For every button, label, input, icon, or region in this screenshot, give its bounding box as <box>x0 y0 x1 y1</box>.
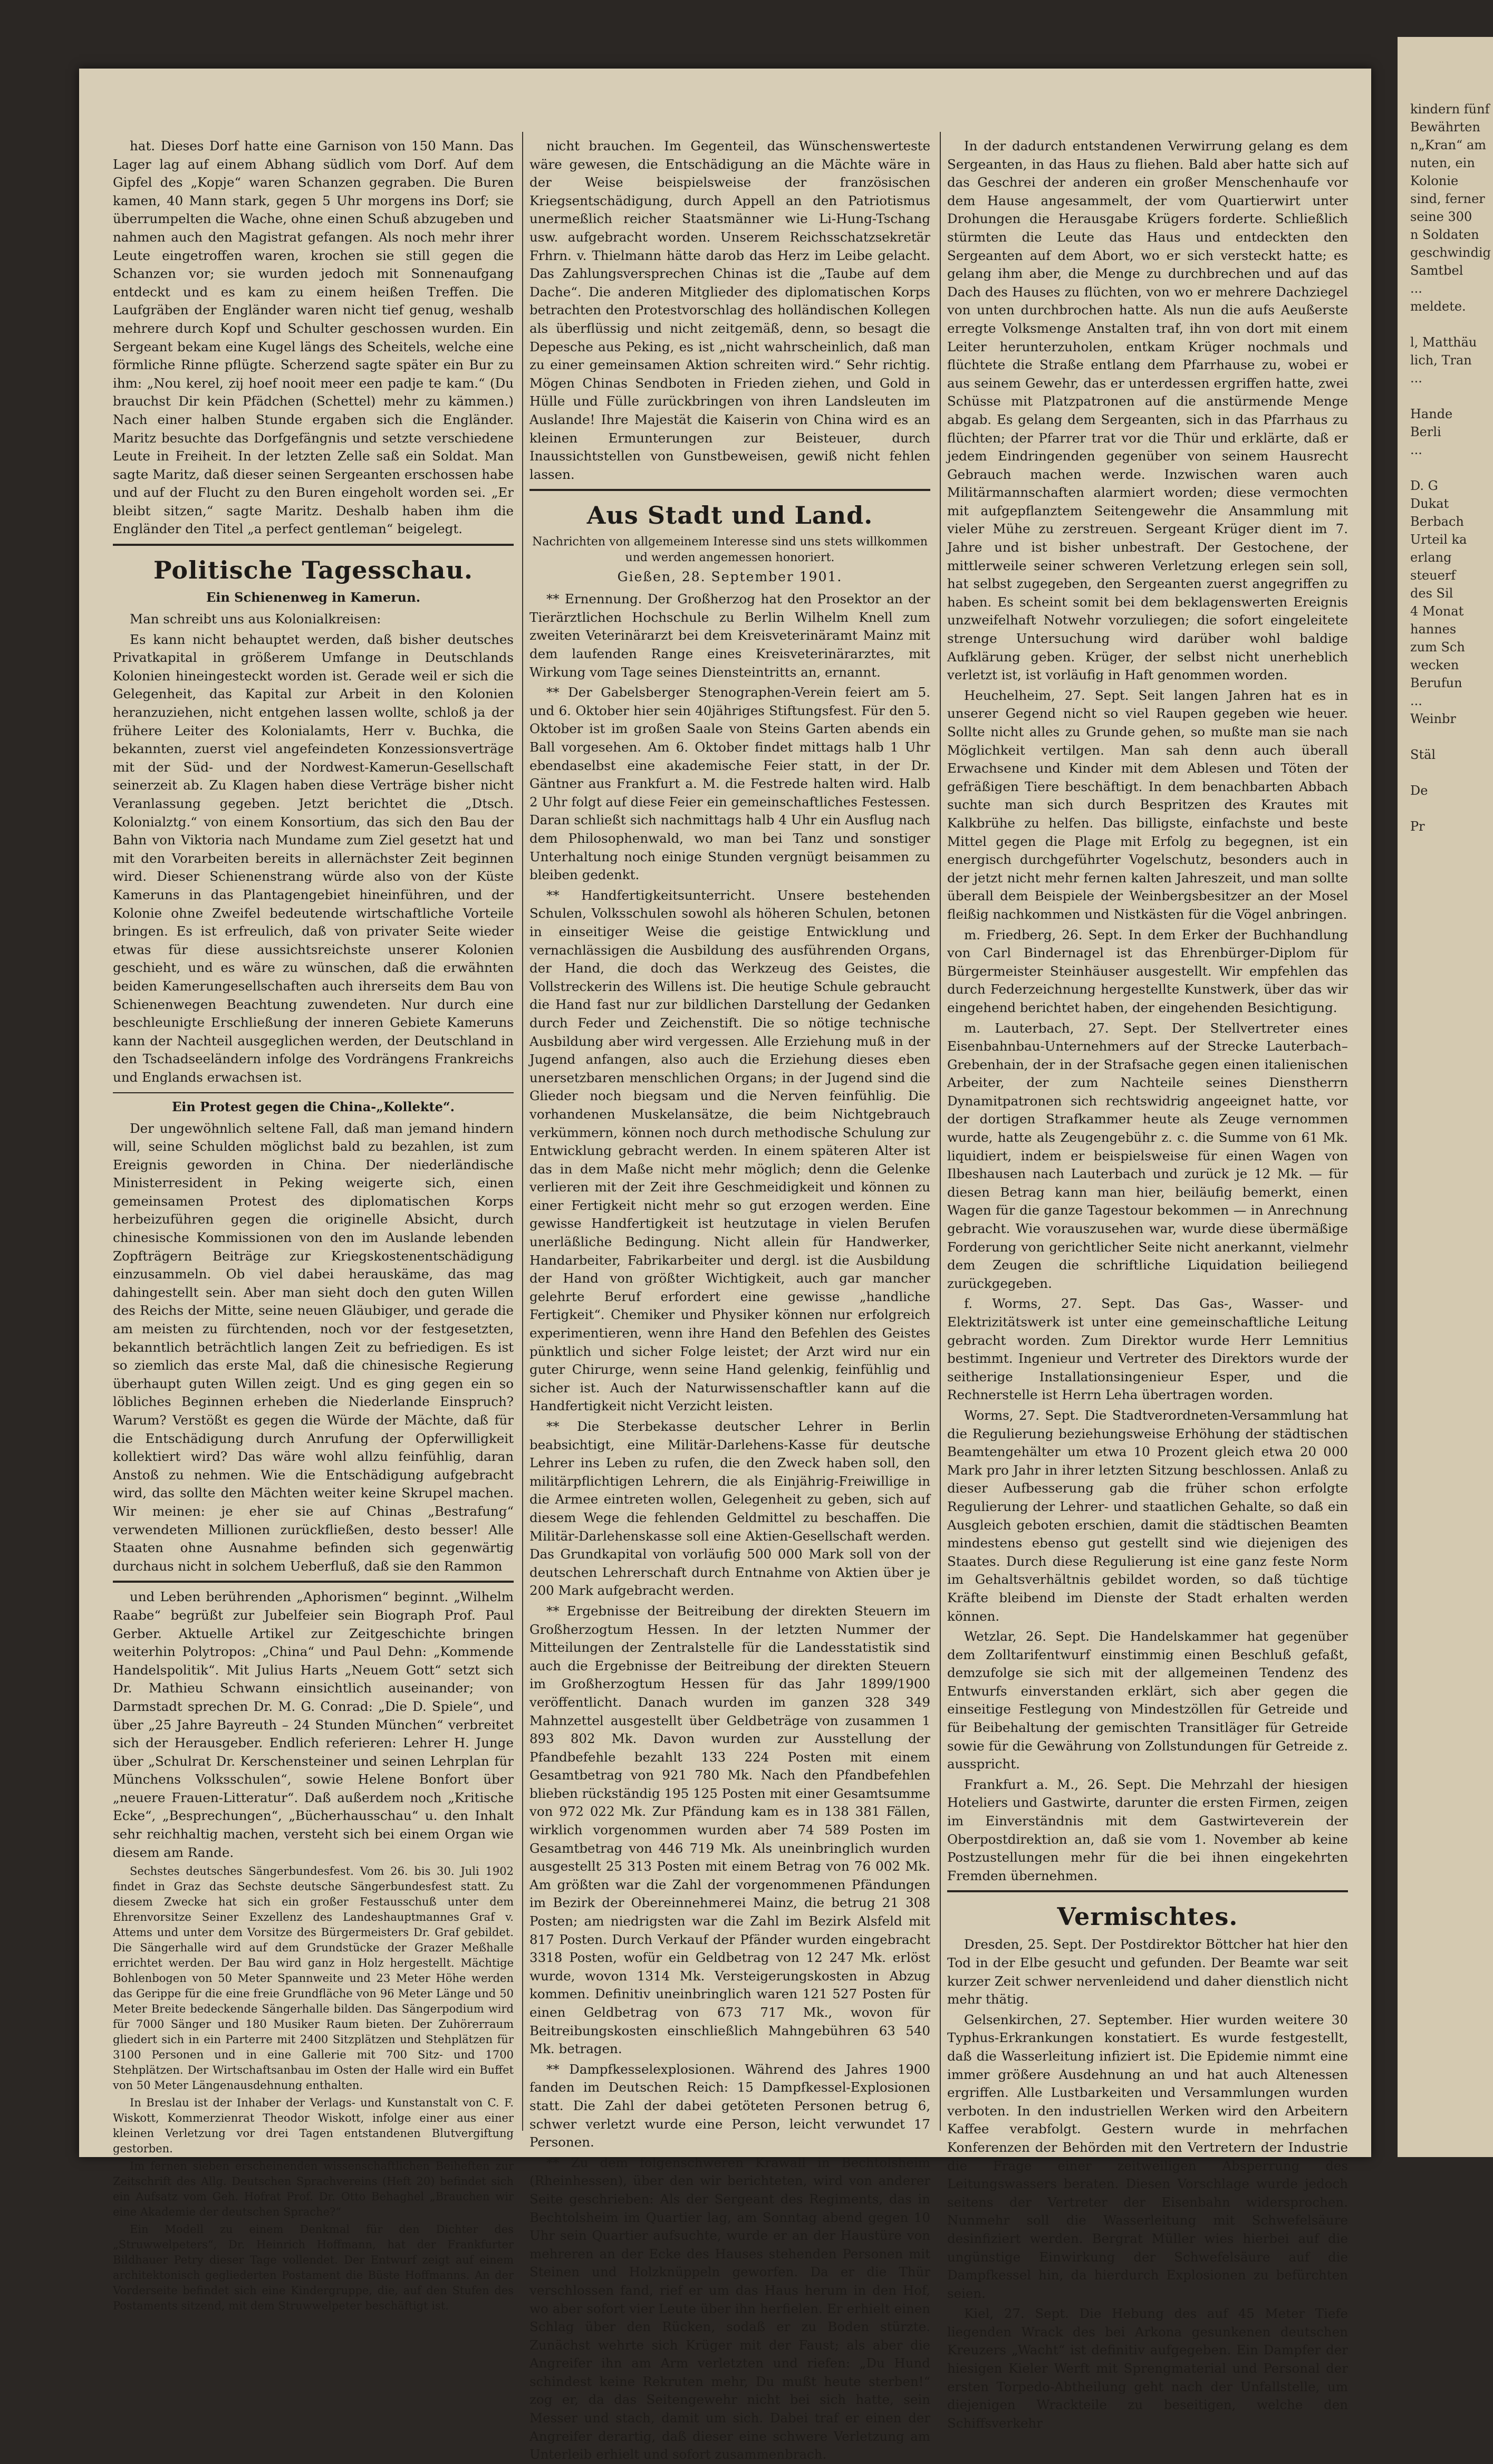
article-paragraph: ** Der Gabelsberger Stenographen-Verein feiert am 5. und 6. Oktober hier sein 40jähriges Stiftungsfest. Für den 5. Oktober ist im großen Saale von Steins Garten abends ein Ball vorgesehen. Am 6. Oktober findet mittags halb 1 Uhr ebendaselbst eine akademische Feier statt, in der Dr. Gäntner aus Frankfurt a. M. die Festrede halten wird. Halb 2 Uhr folgt auf diese Feier ein gemeinschaftliches Festessen. Daran schließt sich nachmittags halb 4 Uhr ein Ausflug nach dem Philosophenwald, wo man bei Tanz und sonstiger Unterhaltung noch einige Stunden vergnügt beisammen zu bleiben gedenkt. <box>529 685 930 883</box>
article-paragraph: Heuchelheim, 27. Sept. Seit langen Jahren hat es in unserer Gegend nicht so viel Raupen gegeben wie heuer. Sollte nicht alles zu Grunde gehen, so mußte man sie nach Möglichkeit vertilgen. Man sah denn auch überall Erwachsene und Kinder mit dem Ablesen und Töten der gefräßigen Tiere beschäftigt. In dem benachbarten Abbach suchte man sich durch Bespritzen des Krautes mit Kalkbrühe zu helfen. Das billigste, einfachste und beste Mittel gegen die Plage mit Erfolg zu begegnen, ist ein energisch durchgeführter Vogelschutz, besonders auch in der jetzt nicht mehr fernen kalten Jahreszeit, und man sollte überall dem Beispiele der Weinbergsbesitzer an der Mosel fleißig nachkommen und Nistkästen für die Vögel anbringen. <box>947 687 1348 922</box>
column-1 <box>113 137 514 2313</box>
article-paragraph: hat. Dieses Dorf hatte eine Garnison von 150 Mann. Das Lager lag auf einem Abhang südlich vom Dorf. Auf dem Gipfel des „Kopje“ waren Schanzen gegraben. Die Buren kamen, 40 Mann stark, gegen 5 Uhr morgens ins Dorf; sie überrumpelten die Wache, ohne einen Schuß abzugeben und nahmen auch den Magistrat gefangen. Als noch mehr ihrer Leute eingetroffen waren, krochen sie still gegen die Schanzen vor; sie wurden jedoch mit Sonnenaufgang entdeckt und es kam zu einem heißen Treffen. Die Laufgräben der Engländer waren nicht tief genug, weshalb mehrere durch Kopf und Schulter geschossen wurden. Ein Sergeant bekam eine Kugel längs des Scheitels, welche eine förmliche Rinne pflügte. Scherzend sagte später ein Bur zu ihm: „Nou kerel, zij hoef nooit meer een padje te kam.“ (Du brauchst Dir kein Pfädchen (Schettel) mehr zu kämmen.) Nach einer halben Stunde ergaben sich die Engländer. Maritz besuchte das Dorfgefängnis und setzte verschiedene Leute in Freiheit. In der letzten Zelle saß ein Soldat. Man sagte Maritz, daß dieser seinen Sergeanten erschossen habe und auf der Flucht zu den Buren eingeholt worden sei. „Er bleibt sitzen,“ sagte Maritz. Deshalb haben ihm die Engländer den Titel „a perfect gentleman“ beigelegt. <box>113 138 514 537</box>
article-subheading: Ein Protest gegen die China-„Kollekte“. <box>171 1099 455 1114</box>
column-rule <box>940 132 941 2131</box>
article-paragraph: ** Ernennung. Der Großherzog hat den Prosektor an der Tierärztlichen Hochschule zu Berlin Wilhelm Knell zum zweiten Veterinärarzt bei dem Kreisveterinäramt Mainz mit dem laufenden Range eines Kreisveterinärarztes, mit Wirkung vom Tage seines Diensteintritts an, ernannt. <box>529 591 930 680</box>
article-paragraph: ** Ergebnisse der Beitreibung der direkten Steuern im Großherzogtum Hessen. In der letzten Nummer der Mitteilungen der Zentralstelle für die Landesstatistik sind auch die Ergebnisse der Beitreibung der direkten Steuern im Großherzogtum Hessen für das Jahr 1899/1900 veröffentlicht. Danach wurden im ganzen 328 349 Mahnzettel ausgestellt über Geldbeträge von zusammen 1 893 802 Mk. Davon wurden zur Ausstellung der Pfandbefehle bezahlt 133 224 Posten mit einem Gesamtbetrag von 921 780 Mk. Nach den Pfandbefehlen blieben rückständig 195 125 Posten mit einer Gesamtsumme von 972 022 Mk. Zur Pfändung kam es in 138 381 Fällen, wirklich vorgenommen wurden aber 74 589 Posten im Gesamtbetrag von 446 719 Mk. Als uneinbringlich wurden ausgestellt 25 313 Posten mit einem Betrag von 76 002 Mk. Am größten war die Zahl der vorgenommenen Pfändungen im Bezirk der Obereinnehmerei Mainz, die betrug 21 308 Posten; am niedrigsten war die Zahl im Bezirk Alsfeld mit 817 Posten. Durch Verkauf der Pfänder wurden eingebracht 3318 Posten, wofür ein Geldbetrag von 12 247 Mk. erlöst wurde, wovon 1314 Mk. Versteigerungskosten in Abzug kommen. Definitiv uneinbringlich waren 121 527 Posten für einen Geldbetrag von 673 717 Mk., wovon für Beitreibungskosten einschließlich Mahngebühren 63 540 Mk. betragen. <box>529 1603 930 2057</box>
article-paragraph: ** Zu dem folgenschweren Krawall in Bechtolsheim (Rheinhessen), über den wir berichteten, wird von anderer Seite geschrieben: Als der Sergeant des Regiments, das in Bechtolsheim im Quartier lag, am Sonntag abend gegen 10 Uhr sein Quartier aufsuchte, wurde er an der Haustüre von mehreren an der Ecke des Hauses stehenden Personen mit Steinen und Holzknüppeln geworfen. Da er die Thür verschlossen fand, rief er um das Haus herum in den Hof, wo aber sofort vier Leute über ihn herfielen. Er erhielt einen Schlag über den Rücken, sodaß er zu Boden stürzte. Zunächst wehrte sich Krüger mit der Faust; als aber die Angreifer ihn am Arm verletzten und riefen: „Du Hund schindest keine Rekruten mehr, Du mußt heute sterben!“ zog er, da das Seitengewehr nicht bei sich hatte, sein Messer und stach, damit um sich. Dabei traf er einen der Angreifer derartig, daß dieser eine schwere Verletzung am Unterleib erhielt und sofort zusammenbrach. <box>529 2154 930 2462</box>
article-paragraph: Frankfurt a. M., 26. Sept. Die Mehrzahl der hiesigen Hoteliers und Gastwirte, darunter die ersten Firmen, zeigen im Einverständnis mit dem Gastwirteverein der Oberpostdirektion an, daß sie vom 1. November ab keine Postzustellungen mehr für die bei ihnen eingekehrten Fremden übernehmen. <box>947 1776 1348 1883</box>
article-subheading: Ein Schienenweg in Kamerun. <box>206 590 421 605</box>
divider <box>113 1581 514 1583</box>
article-paragraph: Ein Modell zu einem Denkmal für den Dichter des „Struwwelpeters“, Dr. Heinrich Hoffmann, hat der Frankfurter Bildhauer Petry dieser Tage vollendet. Der Entwurf zeigt auf einem architektonisch gegliederten Postament die Büste Hoffmanns. An der Vorderseite befindet sich eine Kindergruppe, die, auf den Stufen des Postaments sitzend, mit dem Struwwelpeter beschäftigt ist. <box>113 2223 514 2313</box>
divider <box>529 489 930 491</box>
article-paragraph: Sechstes deutsches Sängerbundesfest. Vom 26. bis 30. Juli 1902 findet in Graz das Sechste deutsche Sängerbundesfest statt. Zu diesem Zwecke hat sich ein großer Festausschuß unter dem Ehrenvorsitze Seiner Exzellenz des Landeshauptmannes Graf v. Attems und unter dem Vorsitze des Bürgermeisters Dr. Graf gebildet. Die Sängerhalle wird auf dem Grundstücke der Grazer Meßhalle errichtet werden. Der Bau wird ganz in Holz hergestellt. Mächtige Bohlenbogen von 50 Meter Spannweite und 23 Meter Höhe werden das Gerippe für die eine freie Grundfläche von 96 Meter Länge und 50 Meter Breite bedeckende Sängerhalle bilden. Das Sängerpodium wird für 7000 Sänger und 180 Musiker Raum bieten. Der Zuhörerraum gliedert sich in ein Parterre mit 2400 Sitzplätzen und Stehplätzen für 3100 Personen und in eine Gallerie mit 700 Sitz- und 1700 Stehplätzen. Der Wirtschaftsanbau im Osten der Halle wird ein Buffet von 50 Meter Längenausdehnung enthalten. <box>113 1865 514 2092</box>
article-paragraph: Man schreibt uns aus Kolonialkreisen: <box>130 611 381 627</box>
article-paragraph: f. Worms, 27. Sept. Das Gas-, Wasser- und Elektrizitätswerk ist unter eine gemeinschaftliche Leitung gebracht worden. Zum Direktor wurde Herr Lemnitius bestimmt. Ingenieur und Vertreter des Direktors wurde der seitherige Installationsingenieur Esper, und die Rechnerstelle ist Herrn Leha übertragen worden. <box>947 1296 1348 1403</box>
article-paragraph: Der ungewöhnlich seltene Fall, daß man jemand hindern will, seine Schulden möglichst bald zu bezahlen, ist zum Ereignis geworden in China. Der niederländische Ministerresident in Peking weigerte sich, einen gemeinsamen Protest des diplomatischen Korps herbeizuführen gegen die originelle Absicht, durch chinesische Kommissionen von den im Auslande lebenden Zopfträgern Beiträge zur Kriegskostenentschädigung einzusammeln. Ob viel dabei herauskäme, das mag dahingestellt sein. Aber man sieht doch den guten Willen des Reichs der Mitte, seine neuen Gläubiger, und gerade die am meisten zu fürchtenden, noch vor der festgesetzten, bekanntlich beträchtlich langen Zeit zu befriedigen. Es ist so ziemlich das erste Mal, daß die chinesische Regierung überhaupt guten Willen zeigt. Und es ging gegen ein so löbliches Beginnen erheben die Niederlande Einspruch? Warum? Verstößt es gegen die Würde der Mächte, daß für die Entschädigung durch Anrufung der Opferwilligkeit kollektiert wird? Das wäre wohl allzu feinfühlig, daran Anstoß zu nehmen. Wie die Entschädigung aufgebracht wird, das sollte den Mächten weiter keine Skrupel machen. Wir meinen: je eher sie auf Chinas „Bestrafung“ verwendeten Millionen zurückfließen, desto besser! Alle Staaten ohne Ausnahme befinden sich gegenwärtig durchaus nicht in solchem Ueberfluß, daß sie den Rammon <box>113 1120 514 1574</box>
article-paragraph: In der dadurch entstandenen Verwirrung gelang es dem Sergeanten, in das Haus zu fliehen. Bald aber hatte sich auf das Geschrei der anderen ein großer Menschenhaufe vor dem Hause angesammelt, der vom Quartierwirt unter Drohungen die Herausgabe Krügers forderte. Schließlich stürmten die Leute das Haus und entdeckten den Sergeanten auf dem Abort, wo er sich versteckt hatte; es gelang ihm aber, die Menge zu durchbrechen und auf das Dach des Hauses zu flüchten, von wo er mehrere Dachziegel von unten durchbrochen hatte. Als nun die aufs Aeußerste erregte Volksmenge Anstalten traf, ihn von dort mit einem Leiter herunterzuholen, entkam Krüger nochmals und flüchtete die Straße entlang dem Pfarrhause zu, wobei er aus seinem Gewehr, das er unterdessen ergriffen hatte, zwei Schüsse mit Platzpatronen auf die anstürmende Menge abgab. Es gelang dem Sergeanten, sich in das Pfarrhaus zu flüchten; der Pfarrer trat vor die Thür und erklärte, daß er jedem Eindringenden gegenüber von seinem Hausrecht Gebrauch machen werde. Inzwischen waren auch Militärmannschaften alarmiert worden; diese vermochten mit aufgepflanztem Seitengewehr die Ansammlung mit vieler Mühe zu zerstreuen. Sergeant Krüger dient im 7. Jahre und ist bisher unbestraft. Der Gestochene, der mittlerweile seiner schweren Verletzung erlegen sein soll, hat selbst zugegeben, den Sergeanten zuerst angegriffen zu haben. Es scheint somit bei dem beklagenswerten Ereignis unzweifelhaft Notwehr vorzuliegen; die sofort eingeleitete strenge Untersuchung wird darüber wohl baldige Aufklärung geben. Krüger, der selbst nicht unerheblich verletzt ist, ist vorläufig in Haft genommen worden. <box>947 138 1348 683</box>
column-2 <box>529 137 930 2462</box>
article-paragraph: Kiel, 27. Sept. Die Hebung des auf 45 Meter Tiefe liegenden Wrack des bei Arkona gesunkenen deutschen Kreuzers „Wacht“ ist definitiv aufgegeben. Ein Dampfer der hiesigen Kieler Werft mit Sprengmaterial und Personal der ersten Torpedo-Abtheilung geht nach der Unfallstelle, um diejenigen Wrackteile zu beseitigen, welche den Schiffsverkehr <box>947 2306 1348 2431</box>
article-paragraph: und Leben berührenden „Aphorismen“ beginnt. „Wilhelm Raabe“ begrüßt zur Jubelfeier sein Biograph Prof. Paul Gerber. Aktuelle Artikel zur Zeitgeschichte bringen weiterhin Polytropos: „China“ und Paul Dehn: „Kommende Handelspolitik“. Mit Julius Harts „Neuem Gott“ setzt sich Dr. Mathieu Schwann einsichtlich auseinander; von Darmstadt sprechen Dr. M. G. Conrad: „Die D. Spiele“, und über „25 Jahre Bayreuth – 24 Stunden München“ verbreitet sich der Herausgeber. Endlich referieren: Lehrer H. Junge über „Schulrat Dr. Kerschensteiner und seinen Lehrplan für Münchens Volksschulen“, sowie Helene Bonfort über „neuere Frauen-Litteratur“. Daß außerdem noch „Kritische Ecke“, „Besprechungen“, „Bücherhausschau“ u. den Inhalt sehr reichhaltig machen, versteht sich bei einem Organ wie diesem am Rande. <box>113 1589 514 1860</box>
article-paragraph: m. Friedberg, 26. Sept. In dem Erker der Buchhandlung von Carl Bindernagel ist das Ehrenbürger-Diplom für Bürgermeister Steinhäuser ausgestellt. Wir empfehlen das durch Federzeichnung hergestellte Kunstwerk, über das wir eingehend berichtet haben, der eingehenden Besichtigung. <box>947 927 1348 1015</box>
article-paragraph: Im fernen sieben erscheinenden wissenschaftlichen Beiheften zur Zeitschrift des Allg. Deutschen Sprachvereins (Heft 20) befindet sich ein Aufsatz vom Geh. Hofrat Prof. Dr. Otto Behaghel „Brauchen wir eine Akademie der deutschen Sprache?“ <box>113 2160 514 2219</box>
article-paragraph: ** Die Sterbekasse deutscher Lehrer in Berlin beabsichtigt, eine Militär-Darlehens-Kasse für deutsche Lehrer ins Leben zu rufen, die den Zweck haben soll, den militärpflichtigen Lehrern, die als Einjährig-Freiwillige in die Armee eintreten wollen, Gelegenheit zu geben, sich auf diesem Wege die fehlenden Geldmittel zu beschaffen. Die Militär-Darlehenskasse soll eine Aktien-Gesellschaft werden. Das Grundkapital von vorläufig 500 000 Mark soll von der deutschen Lehrerschaft durch Entnahme von Aktien über je 200 Mark aufgebracht werden. <box>529 1419 930 1599</box>
article-paragraph: Gelsenkirchen, 27. September. Hier wurden weitere 30 Typhus-Erkrankungen konstatiert. Es wurde festgestellt, daß die Wasserleitung infiziert ist. Die Epidemie nimmt eine immer größere Ausdehnung an und hat auch Altenessen ergriffen. Alle Lustbarkeiten und Versammlungen wurden verboten. In den industriellen Werken wird den Arbeitern Kaffee verabfolgt. Gestern wurde in mehrfachen Konferenzen der Behörden mit den Vertretern der Industrie die Frage einer zeitweiligen Absperrung des Leitungswassers beraten. Diesen Vorschlage wurde jedoch seitens der Vertreter der Eisenbahn widersprochen. Nunmehr soll die Wasserleitung mit Schwefelsäure desinfiziert werden. Bergrat Müller wies hierbei auf die ungünstige Einwirkung der Schwefelsäure auf die Dampfkessel hin, da hierdurch Explosionen zu befürchten seien. <box>947 2011 1348 2301</box>
column-3 <box>947 137 1348 2431</box>
article-paragraph: In Breslau ist der Inhaber der Verlags- und Kunstanstalt von C. F. Wiskott, Kommerzienrat Theodor Wiskott, infolge einer aus einer kleinen Verletzung vor drei Tagen entstandenen Blutvergiftung gestorben. <box>113 2096 514 2155</box>
article-paragraph: Es kann nicht behauptet werden, daß bisher deutsches Privatkapital in größerem Umfange in Deutschlands Kolonien hineingesteckt worden ist. Gerade weil er sich die Gelegenheit, das Kapital zur Arbeit in den Kolonien heranzuziehen, nicht entgehen lassen wollte, schloß ja der frühere Leiter des Kolonialamts, Herr v. Buchka, die bekannten, zuerst viel angefeindeten Konzessionsverträge mit der Süd- und der Nordwest-Kamerun-Gesellschaft seinerzeit ab. Zu Klagen haben diese Verträge bisher nicht Veranlassung gegeben. Jetzt berichtet die „Dtsch. Kolonialztg.“ von einem Konsortium, das sich den Bau der Bahn von Viktoria nach Mundame zum Ziel gesetzt hat und mit den Vorarbeiten bereits in allernächster Zeit beginnen wird. Dieser Schienenstrang würde also von der Küste Kameruns in das Plantagengebiet hineinführen, und der Kolonie ohne Zweifel bedeutende wirtschaftliche Vorteile bringen. Es ist erfreulich, daß von privater Seite wieder etwas für diese aussichtsreichste unserer Kolonien geschieht, und es wäre zu wünschen, daß die erwähnten beiden Kamerungesellschaften auch ihrerseits dem Bau von Schienenwegen Beachtung zuwendeten. Nur durch eine beschleunigte Erschließung der inneren Gebiete Kameruns kann der Nachteil ausgeglichen werden, der Deutschland in den Tschadseeländern infolge des Vordrängens Frankreichs und Englands erwachsen ist. <box>113 631 514 1085</box>
divider <box>947 1890 1348 1892</box>
column-rule <box>522 132 523 2131</box>
section-heading-politische-tagesschau: Politische Tagesschau. <box>153 556 473 585</box>
article-paragraph: nicht brauchen. Im Gegenteil, das Wünschenswerteste wäre gewesen, die Entschädigung an die Mächte wäre in der Weise beispielsweise der französischen Kriegsentschädigung, durch Appell an den Patriotismus unermeßlich reicher Staatsmänner wie Li-Hung-Tschang usw. aufgebracht worden. Unserem Reichsschatzsekretär Frhrn. v. Thielmann hätte darob das Herz im Leibe gelacht. Das Zahlungsversprechen Chinas ist die „Taube auf dem Dache“. Die anderen Mitglieder des diplomatischen Korps betrachten den Protestvorschlag des holländischen Kollegen als überflüssig und nicht zeitgemäß, denn, so besagt die Depesche aus Peking, es ist „nicht wahrscheinlich, daß man zu einer gemeinsamen Aktion schreiten wird.“ Sehr richtig. Mögen Chinas Sendboten in Frieden ziehen, und Gold in Hülle und Fülle zurückbringen von ihren Landsleuten im Auslande! Ihre Majestät die Kaiserin von China wird es an kleinen Ermunterungen zur Beisteuer, durch Inaussichtstellen von Gunstbeweisen, gewiß nicht fehlen lassen. <box>529 138 930 482</box>
article-paragraph: Wetzlar, 26. Sept. Die Handelskammer hat gegenüber dem Zolltarifentwurf einstimmig einen Beschluß gefaßt, demzufolge sie sich mit der allgemeinen Tendenz des Entwurfs einverstanden erklärt, sich aber gegen die einseitige Festlegung von Mindestzöllen für Getreide und für Beibehaltung der gemischten Transitläger für Getreide sowie für die Gewährung von Zollstundungen für Getreide z. ausspricht. <box>947 1629 1348 1772</box>
editorial-notice: Nachrichten von allgemeinem Interesse sind uns stets willkommen und werden angemessen honoriert. <box>532 535 928 565</box>
article-paragraph: ** Handfertigkeitsunterricht. Unsere bestehenden Schulen, Volksschulen sowohl als höheren Schulen, betonen in einseitiger Weise die geistige Entwicklung und vernachlässigen die Ausbildung des ausführenden Organs, der Hand, die doch das Werkzeug des Geistes, die Vollstreckerin des Willens ist. Die heutige Schule gebraucht die Hand fast nur zur bildlichen Darstellung der Gedanken durch Feder und Zeichenstift. Die so nötige technische Ausbildung aber wird vergessen. Alle Erziehung muß in der Jugend anfangen, also auch die Erziehung dieses eben unersetzbaren menschlichen Organs; in der Jugend sind die Glieder noch biegsam und die Nerven feinfühlig. Die vorhandenen Muskelansätze, die beim Nichtgebrauch verkümmern, können noch durch methodische Schulung zur Entwicklung gebracht werden. In einem späteren Alter ist das in dem Maße nicht mehr möglich; denn die Gelenke verlieren mit der Zeit ihre Geschmeidigkeit und können zu einer Fertigkeit nicht mehr so gut erzogen werden. Eine gewisse Handfertigkeit ist heutzutage in vielen Berufen unerläßliche Bedingung. Nicht allein für Handwerker, Handarbeiter, Fabrikarbeiter und dergl. ist die Ausbildung der Hand von größter Wichtigkeit, auch gar mancher gelehrte Beruf erfordert eine gewisse „handliche Fertigkeit“. Chemiker und Physiker können nur erfolgreich experimentieren, wenn ihre Hand den Befehlen des Geistes pünktlich und sicher Folge leistet; der Arzt wird nur ein guter Chirurge, wenn seine Hand gelenkig, feinfühlig und sicher ist. Auch der Naturwissenschaftler kann auf die Handfertigkeit nicht Verzicht leisten. <box>529 887 930 1414</box>
article-paragraph: m. Lauterbach, 27. Sept. Der Stellvertreter eines Eisenbahnbau-Unternehmers auf der Strecke Lauterbach–Grebenhain, der in der Strafsache gegen einen italienischen Arbeiter, der zum Nachteile seines Dienstherrn Dynamitpatronen sich rechtswidrig angeeignet hatte, vor der dortigen Strafkammer heute als Zeuge vernommen wurde, hatte als Zeugengebühr z. c. die Summe von 61 Mk. liquidiert, indem er beispielsweise für einen Wagen von Ilbeshausen nach Lauterbach und zurück je 12 Mk. — für diesen Betrag kann man hier, beiläufig bemerkt, einen Wagen für die ganze Tagestour bekommen — in Anrechnung gebracht. Wie vorauszusehen war, wurde diese übermäßige Forderung von gerichtlicher Seite nicht anerkannt, vielmehr dem Zeugen die schriftliche Liquidation beiliegend zurückgegeben. <box>947 1020 1348 1291</box>
section-heading-vermischtes: Vermischtes. <box>1057 1902 1238 1931</box>
dateline: Gießen, 28. September 1901. <box>617 569 843 585</box>
adjacent-page-text: kindern fünf Bewährten n„Kran“ am nuten, ein Kolonie sind, ferner seine 300 n Soldaten geschwindig Samtbel ... meldete. l, Matthäu lich, Tran ... Hande Berli ... D. G Dukat Berbach Urteil ka erlang steuerf des Sil 4 Monat hannes zum Sch wecken Berufun ... Weinbr Stäl De Pr <box>1410 102 1491 834</box>
newspaper-page <box>79 69 1371 2462</box>
article-paragraph: Dresden, 25. Sept. Der Postdirektor Böttcher hat hier den Tod in der Elbe gesucht und gefunden. Der Beamte war seit kurzer Zeit schwer nervenleidend und daher dienstlich nicht mehr thätig. <box>947 1937 1348 2007</box>
article-paragraph: ** Dampfkesselexplosionen. Während des Jahres 1900 fanden im Deutschen Reich: 15 Dampfkessel-Explosionen statt. Die Zahl der dabei getöteten Personen betrug 6, schwer verletzt wurde eine Person, leicht verwundet 17 Personen. <box>529 2061 930 2150</box>
divider <box>113 544 514 546</box>
divider <box>113 1092 514 1093</box>
section-heading-aus-stadt-und-land: Aus Stadt und Land. <box>586 501 873 530</box>
adjacent-page-strip <box>1398 37 1493 2157</box>
article-paragraph: Worms, 27. Sept. Die Stadtverordneten-Versammlung hat die Regulierung beziehungsweise Erhöhung der städtischen Beamtengehälter um etwa 10 Prozent gleich etwa 20 000 Mark pro Jahr in ihrer letzten Sitzung beschlossen. Anlaß zu dieser Aufbesserung gab die früher schon erfolgte Regulierung der Lehrer- und staatlichen Gehalte, so daß ein Ausgleich geboten erschien, damit die städtischen Beamten mindestens ebenso gut gestellt sind wie diejenigen des Staates. Durch diese Regulierung ist eine ganz feste Norm im Gehaltsverhältnis gebildet worden, so daß tüchtige Kräfte bleibend im Dienste der Stadt erhalten werden können. <box>947 1407 1348 1624</box>
